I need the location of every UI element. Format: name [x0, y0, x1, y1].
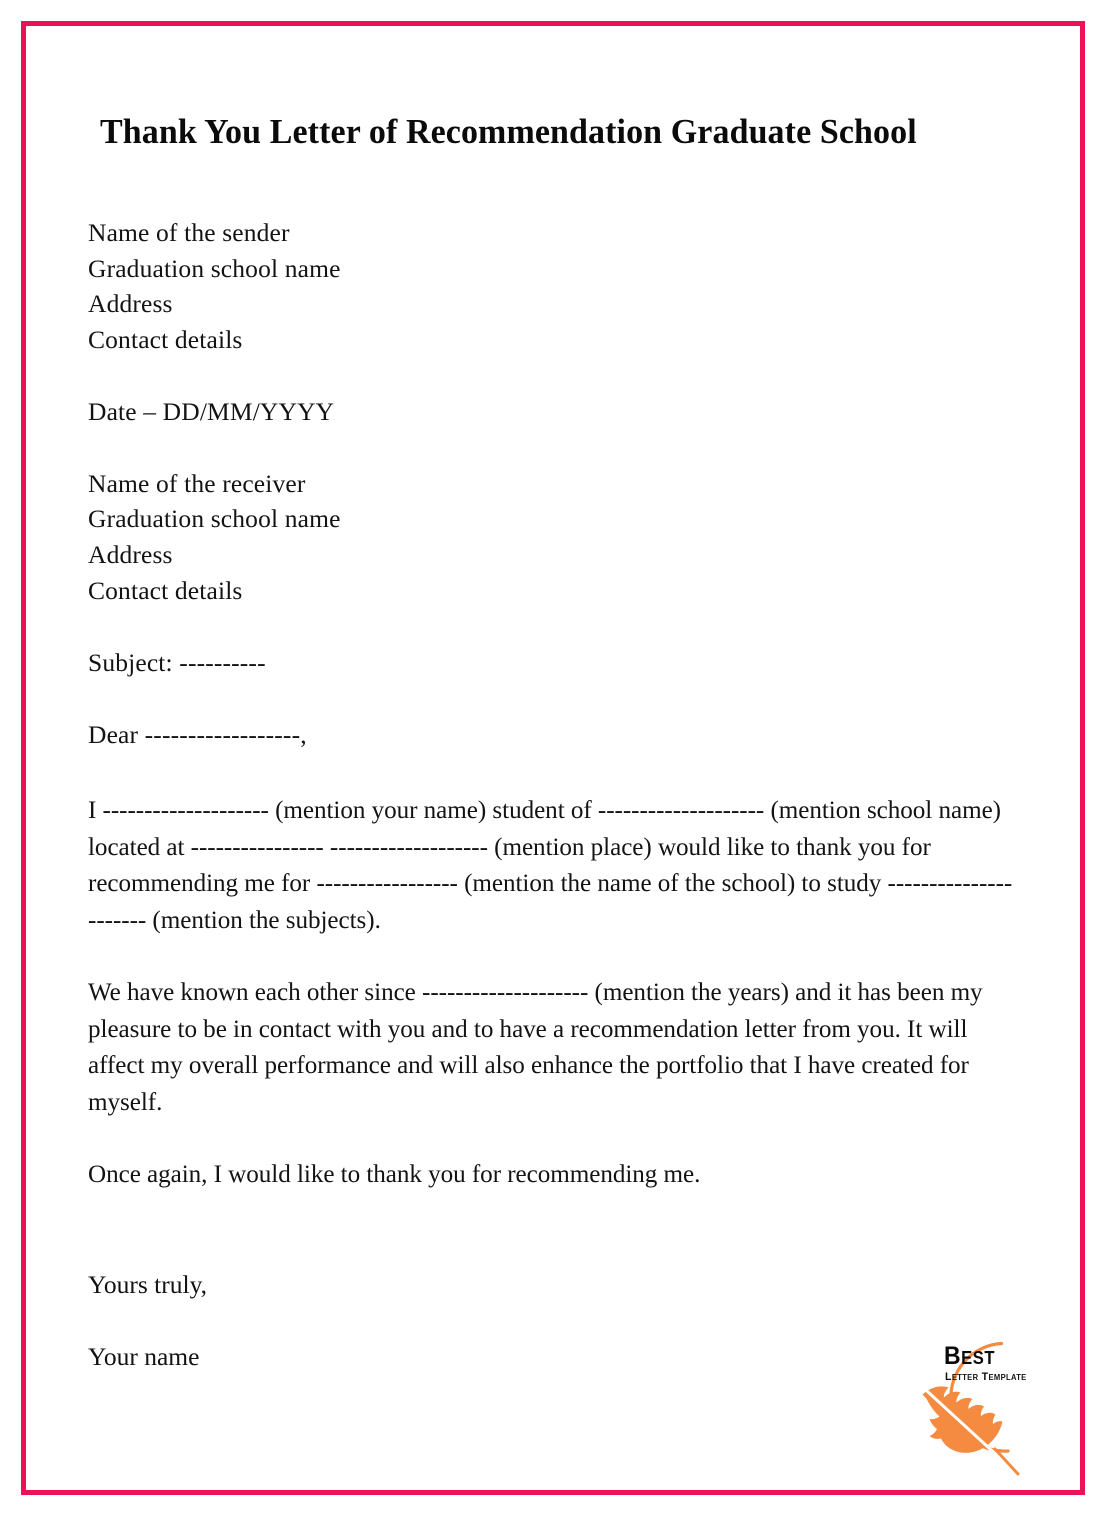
subject-line: Subject: ----------: [88, 647, 266, 677]
sender-name-line: Name of the sender: [88, 217, 290, 247]
brand-logo: [896, 1331, 1046, 1491]
body-paragraph-2: We have known each other since -------------------- (mention the years) and it has been my pleasure to be in contact with you and to have a recommendation letter from you. It will affect my overall performance and will also enhance the portfolio that I have created for myself.: [88, 977, 983, 1116]
sender-address-block: [88, 215, 1028, 358]
receiver-school-line: Graduation school name: [88, 504, 341, 534]
sender-contact-line: Contact details: [88, 325, 243, 355]
body-paragraph-3: Once again, I would like to thank you for recommending me.: [88, 1159, 701, 1189]
receiver-name-line: Name of the receiver: [88, 468, 306, 498]
letter-body: [88, 112, 1028, 1375]
date-line: Date – DD/MM/YYYY: [88, 396, 335, 426]
body-paragraph-1: I -------------------- (mention your name) student of -------------------- (mention school name) located at ---------------- ------------------- (mention place) would like to thank you for recommending me for ----------------- (mention the name of the school) to study ---------------------- (mention the subjects).: [88, 795, 1013, 934]
valediction-line: Yours truly,: [88, 1269, 208, 1299]
signature-name-line: Your name: [88, 1341, 200, 1371]
sender-address-line: Address: [88, 289, 173, 319]
feather-tip-icon: [995, 1449, 1018, 1474]
logo-brand-text: Best: [944, 1342, 996, 1370]
salutation-line: Dear ------------------,: [88, 719, 307, 749]
logo-tagline-text: Letter Template: [945, 1371, 1027, 1383]
page-title: Thank You Letter of Recommendation Graduate School: [100, 113, 917, 151]
sender-school-line: Graduation school name: [88, 253, 341, 283]
receiver-contact-line: Contact details: [88, 576, 243, 606]
receiver-address-line: Address: [88, 540, 173, 570]
receiver-address-block: [88, 466, 1028, 609]
